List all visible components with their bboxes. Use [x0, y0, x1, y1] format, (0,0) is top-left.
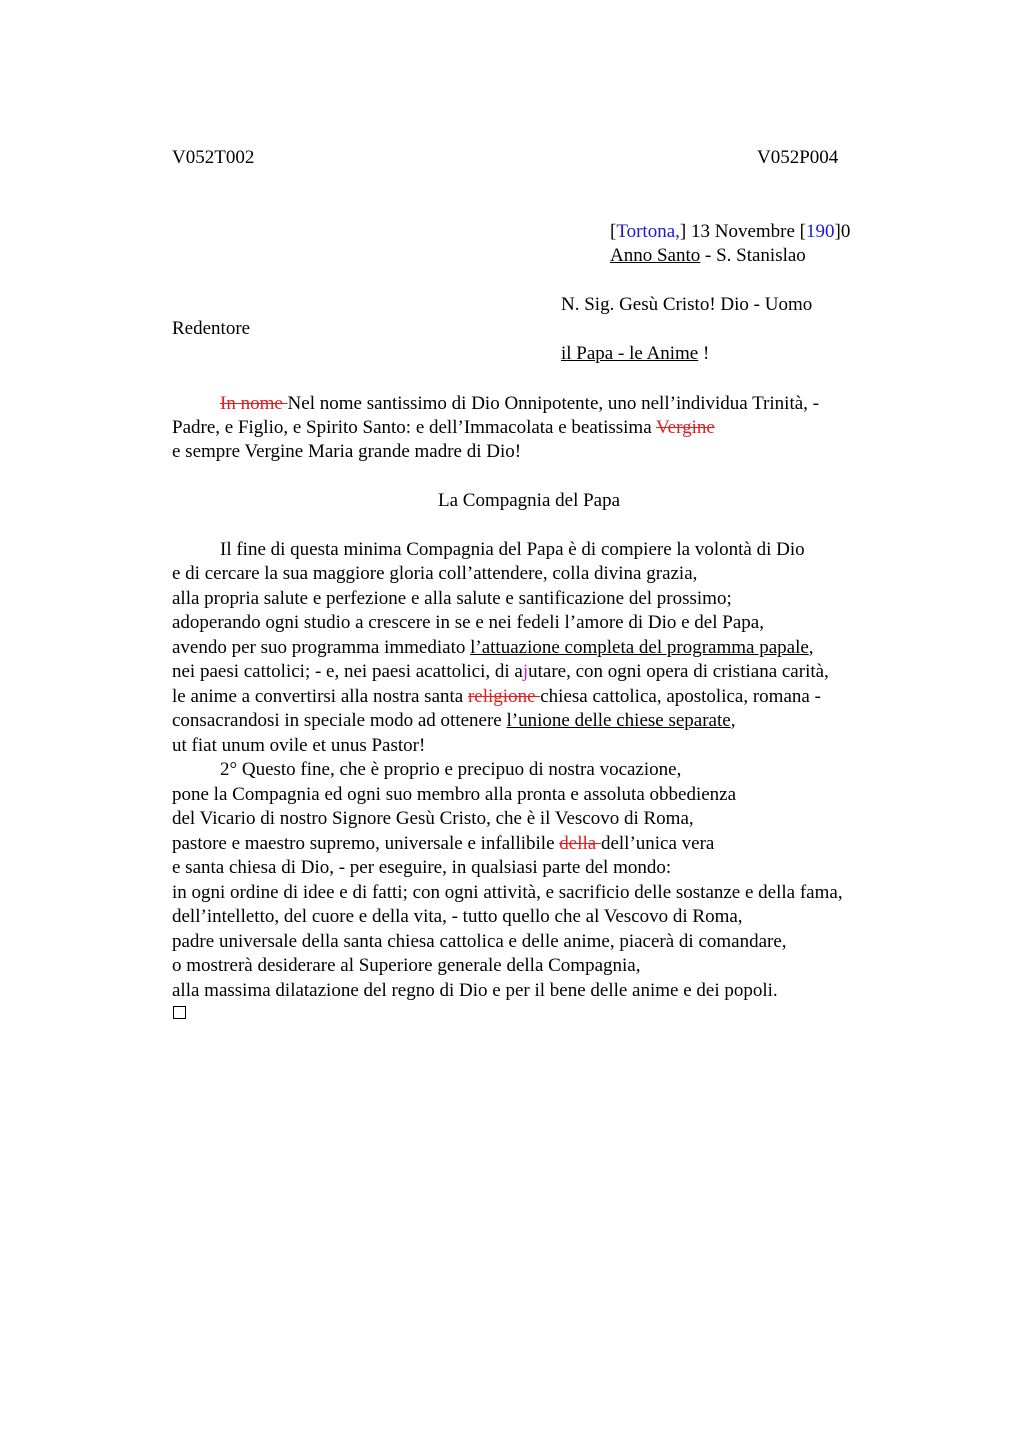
- invocation-line1: N. Sig. Gesù Cristo! Dio - Uomo: [561, 294, 813, 315]
- body-line: e santa chiesa di Dio, - per eseguire, in qualsiasi parte del mondo:: [172, 857, 672, 878]
- opening-line2: [172, 416, 715, 440]
- deleted-text: religione: [467, 686, 541, 707]
- date-text: ] 13 Novembre [: [679, 221, 807, 242]
- year-end: ]0: [834, 221, 851, 242]
- invocation-line3: [561, 342, 709, 366]
- body-text: le anime a convertirsi alla nostra santa: [172, 686, 468, 707]
- opening-line1: [220, 392, 819, 416]
- deleted-text: Vergine: [656, 417, 715, 438]
- opening-line3: e sempre Vergine Maria grande madre di Dio!: [172, 441, 522, 462]
- body-text: ,: [730, 710, 736, 731]
- end-square-icon: [173, 1006, 186, 1019]
- body-line: adoperando ogni studio a crescere in se e nei fedeli l’amore di Dio e del Papa,: [172, 612, 764, 633]
- body-text: utare, con ogni opera di cristiana carità,: [528, 661, 829, 682]
- body-line: alla massima dilatazione del regno di Dio e per il bene delle anime e dei popoli.: [172, 980, 778, 1001]
- body-line: 2° Questo fine, che è proprio e precipuo di nostra vocazione,: [220, 759, 682, 780]
- saint: - S. Stanislao: [700, 245, 806, 266]
- underlined-text: l’unione delle chiese separate: [506, 710, 731, 731]
- body-line: ut fiat unum ovile et unus Pastor!: [172, 735, 426, 756]
- body-line: pone la Compagnia ed ogni suo membro alla pronta e assoluta obbedienza: [172, 784, 737, 805]
- body-line: alla propria salute e perfezione e alla salute e santificazione del prossimo;: [172, 588, 732, 609]
- body-line: o mostrerà desiderare al Superiore generale della Compagnia,: [172, 955, 641, 976]
- anno-santo-line: [610, 244, 806, 268]
- body-text: avendo per suo programma immediato: [172, 637, 471, 658]
- body-line: [172, 660, 829, 684]
- bracket: [: [610, 221, 617, 242]
- body-line: [172, 832, 714, 856]
- year-editorial: 190: [806, 221, 835, 242]
- body-line: [172, 685, 821, 709]
- section-title: La Compagnia del Papa: [438, 490, 621, 511]
- body-line: in ogni ordine di idee e di fatti; con ogni attività, e sacrificio delle sostanze e della fama,: [172, 882, 843, 903]
- deleted-text: In nome: [220, 393, 288, 414]
- body-text: consacrandosi in speciale modo ad ottenere: [172, 710, 507, 731]
- papa-anime: il Papa - le Anime: [561, 343, 699, 364]
- body-line: Il fine di questa minima Compagnia del Papa è di compiere la volontà di Dio: [220, 539, 805, 560]
- body-line: padre universale della santa chiesa cattolica e delle anime, piacerà di comandare,: [172, 931, 787, 952]
- body-line: e di cercare la sua maggiore gloria coll’attendere, colla divina grazia,: [172, 563, 698, 584]
- header-left-code: V052T002: [172, 147, 255, 168]
- deleted-text: della: [559, 833, 601, 854]
- body-line: [172, 636, 814, 660]
- body-text: nei paesi cattolici; - e, nei paesi acattolici, di a: [172, 661, 523, 682]
- opening-text: Nel nome santissimo di Dio Onnipotente, uno nell’individua Trinità, -: [287, 393, 819, 414]
- body-text: dell’unica vera: [600, 833, 715, 854]
- body-line: del Vicario di nostro Signore Gesù Cristo, che è il Vescovo di Roma,: [172, 808, 694, 829]
- anno-santo: Anno Santo: [610, 245, 701, 266]
- body-line: dell’intelletto, del cuore e della vita, - tutto quello che al Vescovo di Roma,: [172, 906, 743, 927]
- body-text: pastore e maestro supremo, universale e infallibile: [172, 833, 560, 854]
- body-text: chiesa cattolica, apostolica, romana -: [540, 686, 821, 707]
- inserted-letter: j: [522, 661, 529, 682]
- header-right-code: V052P004: [757, 147, 839, 168]
- invocation-redentore: Redentore: [172, 318, 251, 339]
- body-line: [172, 709, 735, 733]
- body-text: ,: [808, 637, 814, 658]
- dateline: [610, 220, 850, 244]
- opening-text: Padre, e Figlio, e Spirito Santo: e dell’Immacolata e beatissima: [172, 417, 657, 438]
- place-editorial: Tortona,: [616, 221, 680, 242]
- underlined-text: l’attuazione completa del programma papale: [470, 637, 809, 658]
- exclamation: !: [698, 343, 710, 364]
